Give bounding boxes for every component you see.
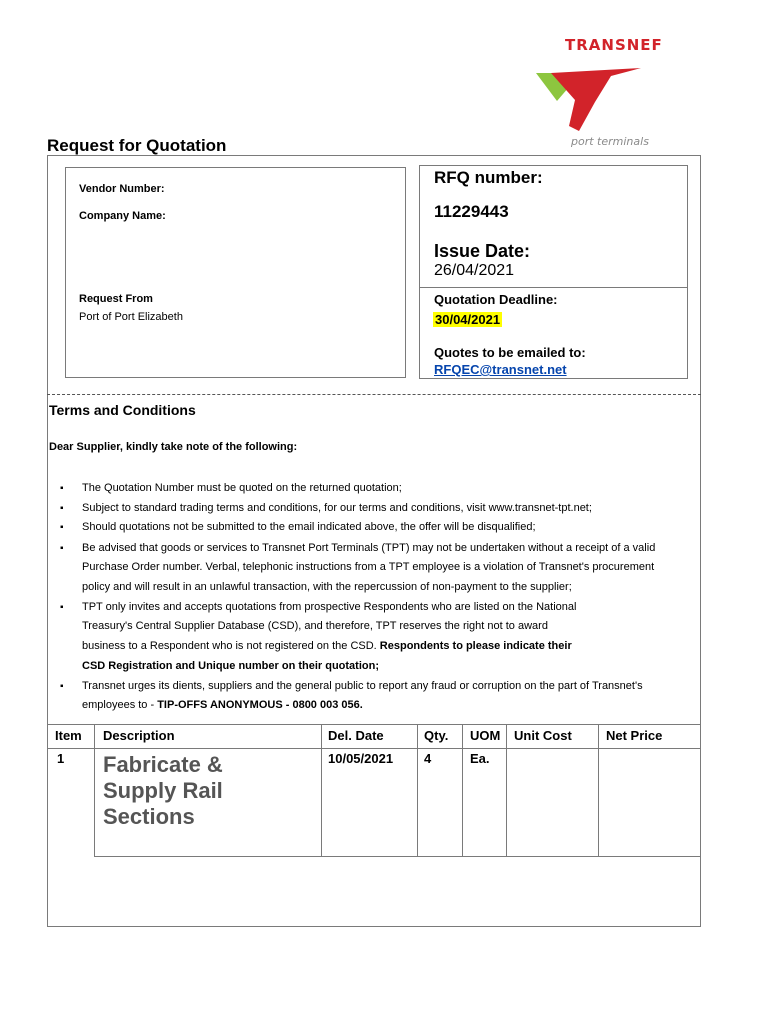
col-header-net-price: Net Price (606, 728, 663, 743)
terms-line: policy and will result in an unlawful transaction, with the repercussion of non-payment to the supplier; (82, 581, 572, 593)
col-header-del-date: Del. Date (328, 728, 384, 743)
row-description: Fabricate & Supply Rail Sections (103, 752, 223, 829)
row-uom: Ea. (470, 751, 490, 766)
bullet-icon: ▪ (60, 503, 64, 514)
quotes-email-link[interactable]: RFQEC@transnet.net (434, 362, 567, 377)
col-header-description: Description (103, 728, 175, 743)
bullet-icon: ▪ (60, 681, 64, 692)
terms-line: TPT only invites and accepts quotations from prospective Respondents who are listed on the National (82, 601, 577, 613)
company-name-label: Company Name: (79, 210, 166, 222)
terms-line: Subject to standard trading terms and conditions, for our terms and conditions, visit www.transnet-tpt.net; (82, 502, 592, 514)
table-col-border (462, 724, 463, 856)
transnet-wordmark: TRANSNEF (565, 36, 663, 54)
terms-line-plain: employees to - (82, 699, 158, 711)
terms-line: Treasury's Central Supplier Database (CSD), and therefore, TPT reserves the right not to award (82, 620, 548, 632)
table-col-border (598, 724, 599, 856)
vendor-box (65, 167, 406, 378)
col-header-unit-cost: Unit Cost (514, 728, 572, 743)
row-qty: 4 (424, 751, 432, 766)
terms-line-bold: TIP-OFFS ANONYMOUS - 0800 003 056. (157, 699, 363, 711)
bullet-icon: ▪ (60, 543, 64, 554)
terms-line-bold: Respondents to please indicate their (379, 640, 572, 652)
table-row-border (94, 856, 701, 857)
table-col-border (321, 724, 322, 856)
bullet-icon: ▪ (60, 602, 64, 613)
logo-red-shape (551, 68, 641, 131)
terms-line (82, 640, 572, 652)
table-col-border (417, 724, 418, 856)
terms-line: Purchase Order number. Verbal, telephonic instructions from a TPT employee is a violation of Transnet's procurement (82, 561, 655, 573)
row-item: 1 (57, 751, 65, 766)
terms-line (82, 699, 363, 711)
table-col-border (506, 724, 507, 856)
terms-line: CSD Registration and Unique number on their quotation; (82, 660, 379, 672)
request-from-value: Port of Port Elizabeth (79, 311, 183, 323)
terms-line: Transnet urges its dients, suppliers and the general public to report any fraud or corruption on the part of Transnet's (82, 680, 643, 692)
row-del-date: 10/05/2021 (328, 751, 394, 766)
quotation-deadline-label: Quotation Deadline: (434, 292, 558, 307)
bullet-icon: ▪ (60, 522, 64, 533)
terms-line-plain: business to a Respondent who is not registered on the CSD. (82, 640, 380, 652)
col-header-item: Item (55, 728, 82, 743)
bullet-icon: ▪ (60, 483, 64, 494)
quotation-deadline-value: 30/04/2021 (435, 312, 501, 327)
table-header-border (47, 748, 701, 749)
terms-intro: Dear Supplier, kindly take note of the following: (49, 441, 298, 453)
rfq-number-value: 11229443 (434, 202, 509, 221)
vendor-number-label: Vendor Number: (79, 183, 165, 195)
table-col-border (94, 724, 95, 856)
terms-line: The Quotation Number must be quoted on the returned quotation; (82, 482, 402, 494)
rfq-number-label: RFQ number: (434, 168, 543, 187)
table-top-border (47, 724, 701, 725)
terms-line: Be advised that goods or services to Transnet Port Terminals (TPT) may not be undertaken without a receipt of a valid (82, 542, 656, 554)
transnet-logo-icon (533, 68, 643, 134)
col-header-qty: Qty. (424, 728, 449, 743)
page-title: Request for Quotation (47, 136, 227, 155)
issue-date-label: Issue Date: (434, 241, 531, 261)
terms-line: Should quotations not be submitted to the email indicated above, the offer will be disqualified; (82, 521, 536, 533)
quotes-email-label: Quotes to be emailed to: (434, 345, 586, 360)
section-divider (47, 394, 701, 395)
request-from-label: Request From (79, 293, 153, 305)
terms-title: Terms and Conditions (49, 402, 196, 418)
rfq-divider (419, 287, 688, 288)
issue-date-value: 26/04/2021 (434, 262, 515, 279)
col-header-uom: UOM (470, 728, 501, 743)
port-terminals-label: port terminals (571, 135, 649, 148)
